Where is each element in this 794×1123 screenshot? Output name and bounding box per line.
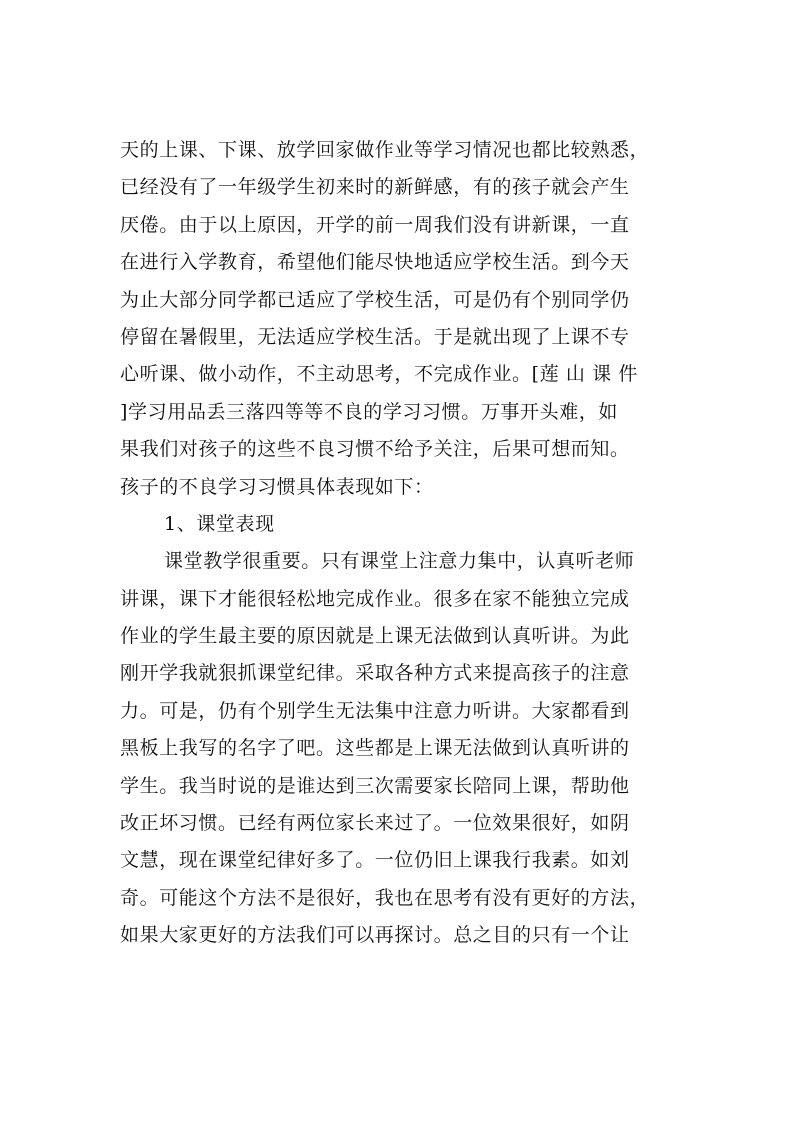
text-line-6: 停留在暑假里，无法适应学校生活。于是就出现了上课不专 (120, 325, 630, 348)
text-line-10: 孩子的不良学习习惯具体表现如下： (120, 475, 434, 498)
text-line-15: 刚开学我就狠抓课堂纪律。采取各种方式来提高孩子的注意 (120, 662, 630, 685)
body-text (120, 132, 690, 955)
text-line-18: 学生。我当时说的是谁达到三次需要家长陪同上课，帮助他 (120, 774, 630, 797)
text-line-9: 果我们对孩子的这些不良习惯不给予关注，后果可想而知。 (120, 438, 630, 461)
text-line-7: 心听课、做小动作，不主动思考，不完成作业。[莲 山 课 件 (120, 363, 638, 386)
text-line-14: 作业的学生最主要的原因就是上课无法做到认真听讲。为此 (120, 625, 630, 648)
text-line-4: 在进行入学教育，希望他们能尽快地适应学校生活。到今天 (120, 251, 630, 274)
text-line-3: 厌倦。由于以上原因，开学的前一周我们没有讲新课，一直 (120, 213, 630, 236)
text-line-12: 课堂教学很重要。只有课堂上注意力集中，认真听老师 (164, 550, 635, 573)
text-line-16: 力。可是，仍有个别学生无法集中注意力听讲。大家都看到 (120, 699, 630, 722)
text-line-20: 文慧，现在课堂纪律好多了。一位仍旧上课我行我素。如刘 (120, 849, 630, 872)
text-line-2: 已经没有了一年级学生初来时的新鲜感，有的孩子就会产生 (120, 176, 630, 199)
section-heading: 1、课堂表现 (164, 512, 275, 535)
text-line-1: 天的上课、下课、放学回家做作业等学习情况也都比较熟悉， (120, 139, 650, 161)
text-line-8: ]学习用品丢三落四等等不良的学习习惯。万事开头难，如 (120, 400, 619, 423)
text-line-17: 黑板上我写的名字了吧。这些都是上课无法做到认真听讲的 (120, 737, 630, 760)
text-line-13: 讲课，课下才能很轻松地完成作业。很多在家不能独立完成 (120, 587, 630, 610)
text-line-21: 奇。可能这个方法不是很好，我也在思考有没有更好的方法， (120, 886, 650, 909)
text-line-5: 为止大部分同学都已适应了学校生活，可是仍有个别同学仍 (120, 288, 630, 311)
text-line-22: 如果大家更好的方法我们可以再探讨。总之目的只有一个让 (120, 924, 630, 947)
text-line-19: 改正坏习惯。已经有两位家长来过了。一位效果很好，如阴 (120, 812, 630, 835)
